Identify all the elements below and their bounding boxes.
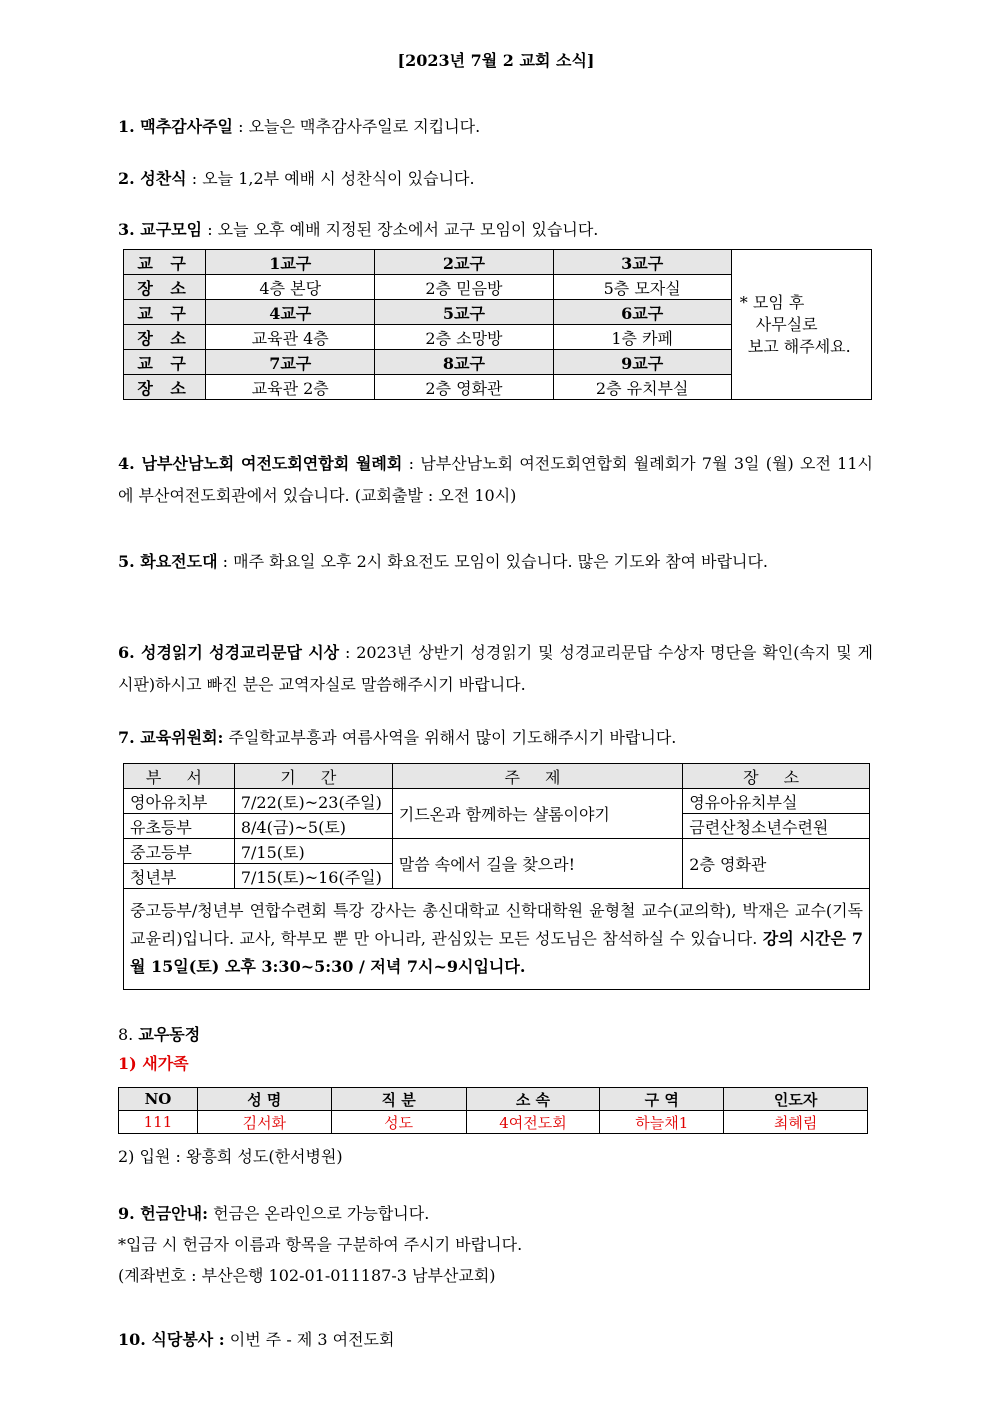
row-label: 장 소 [124,275,206,300]
place-cell: 교육관 4층 [206,325,375,350]
account-number: (계좌번호 : 부산은행 102-01-011187-3 남부산교회) [118,1266,496,1285]
note-line: 사무실로 [755,314,818,334]
notice-5 [118,546,873,578]
place-cell: 2층 영화관 [375,375,553,400]
header-cell: 구 역 [600,1088,724,1111]
dept-cell: 청년부 [124,864,235,889]
row-label: 장 소 [124,375,206,400]
district-cell: 2교구 [375,250,553,275]
dept-cell: 중고등부 [124,839,235,864]
education-table [123,763,870,990]
notice-text: : 2023년 상반기 성경읽기 및 성경교리문답 수상자 명단을 확인(속지 및 게시판)하시고 빠진 분은 교역자실로 말씀해주시기 바랍니다. [118,643,873,694]
header-cell: 주 제 [392,764,683,789]
place-cell: 2층 유치부실 [553,375,731,400]
table-cell: 하늘채1 [600,1111,724,1134]
period-cell: 7/22(토)~23(주일) [234,789,392,814]
table-cell: 성도 [331,1111,466,1134]
notice-text: : 남부산남노회 여전도회연합회 월례회가 7월 3일 (월) 오전 11시에 부산여전도회관에서 있습니다. (교회출발 : 오전 10시) [118,454,874,505]
district-cell: 6교구 [553,300,731,325]
section-10 [118,1324,873,1356]
notice-4 [118,448,873,512]
period-cell: 8/4(금)~5(토) [234,814,392,839]
hospital-line: 2) 입원 : 왕흥희 성도(한서병원) [118,1147,343,1166]
district-cell: 7교구 [206,350,375,375]
place-cell: 영유아유치부실 [683,789,870,814]
notice-heading: 6. 성경읽기 성경교리문답 시상 [118,643,340,662]
place-cell: 2층 믿음방 [375,275,553,300]
table-cell: 4여전도회 [466,1111,600,1134]
section-8-heading [118,1019,873,1051]
header-cell: 인도자 [724,1088,868,1111]
notice-heading: 2. 성찬식 [118,169,187,188]
notice-heading: 3. 교구모임 [118,220,203,239]
row-label: 교 구 [124,250,206,275]
theme-cell: 말씀 속에서 길을 찾으라! [392,839,683,889]
notice-text: : 오늘은 맥추감사주일로 지킵니다. [233,117,481,136]
retreat-note [124,889,870,990]
district-cell: 1교구 [206,250,375,275]
notice-7 [118,722,873,754]
notice-heading: 7. 교육위원회: [118,728,224,747]
place-cell: 5층 모자실 [553,275,731,300]
header-cell: 성 명 [197,1088,331,1111]
section-title: 교우동정 [138,1025,201,1044]
period-cell: 7/15(토) [234,839,392,864]
place-cell: 2층 영화관 [683,839,870,889]
section-title: 10. 식당봉사 : [118,1330,225,1349]
district-cell: 8교구 [375,350,553,375]
header-cell: 장 소 [683,764,870,789]
section-text: 헌금은 온라인으로 가능합니다. [208,1204,430,1223]
row-label: 장 소 [124,325,206,350]
notice-text: : 오늘 1,2부 예배 시 성찬식이 있습니다. [186,169,475,188]
section-title: 9. 헌금안내: [118,1204,209,1223]
table-cell: 111 [119,1111,198,1134]
period-cell: 7/15(토)~16(주일) [234,864,392,889]
notice-heading: 4. 남부산남노회 여전도회연합회 월례회 [118,454,403,473]
notice-2 [118,163,873,195]
table-cell: 최혜림 [724,1111,868,1134]
notice-heading: 5. 화요전도대 [118,552,218,571]
district-cell: 4교구 [206,300,375,325]
section-9 [118,1198,873,1230]
notice-text: : 매주 화요일 오후 2시 화요전도 모임이 있습니다. 많은 기도와 참여 바랍니다. [217,552,769,571]
note-line: 보고 해주세요. [747,336,851,356]
new-family-heading: 1) 새가족 [118,1054,189,1073]
header-cell: NO [119,1088,198,1111]
note-line: * 모임 후 [739,292,805,312]
dept-cell: 영아유치부 [124,789,235,814]
district-table [123,249,872,400]
notice-text: : 오늘 오후 예배 지정된 장소에서 교구 모임이 있습니다. [202,220,599,239]
district-cell: 3교구 [553,250,731,275]
district-cell: 5교구 [375,300,553,325]
place-cell: 금련산청소년수련원 [683,814,870,839]
page-title: [2023년 7월 2 교회 소식] [397,51,595,70]
dept-cell: 유초등부 [124,814,235,839]
district-cell: 9교구 [553,350,731,375]
district-note [731,250,871,400]
header-cell: 소 속 [466,1088,600,1111]
offering-note: *입금 시 헌금자 이름과 항목을 구분하여 주시기 바랍니다. [118,1235,523,1254]
place-cell: 교육관 2층 [206,375,375,400]
retreat-note-text: 중고등부/청년부 연합수련회 특강 강사는 총신대학교 신학대학원 윤형철 교수(교의학), 박재은 교수(기독교윤리)입니다. 교사, 학부모 뿐 만 아니라, 관심있는 모든 성도님은 참석하실 수 있습니다. [130,901,863,948]
section-number: 8. [118,1025,139,1044]
place-cell: 4층 본당 [206,275,375,300]
place-cell: 2층 소망방 [375,325,553,350]
retreat-note-bold: 강의 시간은 7월 15일(토) 오후 3:30~5:30 / 저녁 7시~9시입니다. [130,929,863,976]
section-text: 이번 주 - 제 3 여전도회 [224,1330,395,1349]
notice-heading: 1. 맥추감사주일 [118,117,234,136]
new-family-table [118,1087,868,1134]
header-cell: 부 서 [124,764,235,789]
notice-text: 주일학교부흥과 여름사역을 위해서 많이 기도해주시기 바랍니다. [223,728,677,747]
notice-1 [118,111,873,143]
theme-cell: 기드온과 함께하는 샬롬이야기 [392,789,683,839]
header-cell: 직 분 [331,1088,466,1111]
table-cell: 김서화 [197,1111,331,1134]
place-cell: 1층 카페 [553,325,731,350]
notice-3 [118,214,873,246]
header-cell: 기 간 [234,764,392,789]
row-label: 교 구 [124,350,206,375]
notice-6 [118,637,873,701]
row-label: 교 구 [124,300,206,325]
